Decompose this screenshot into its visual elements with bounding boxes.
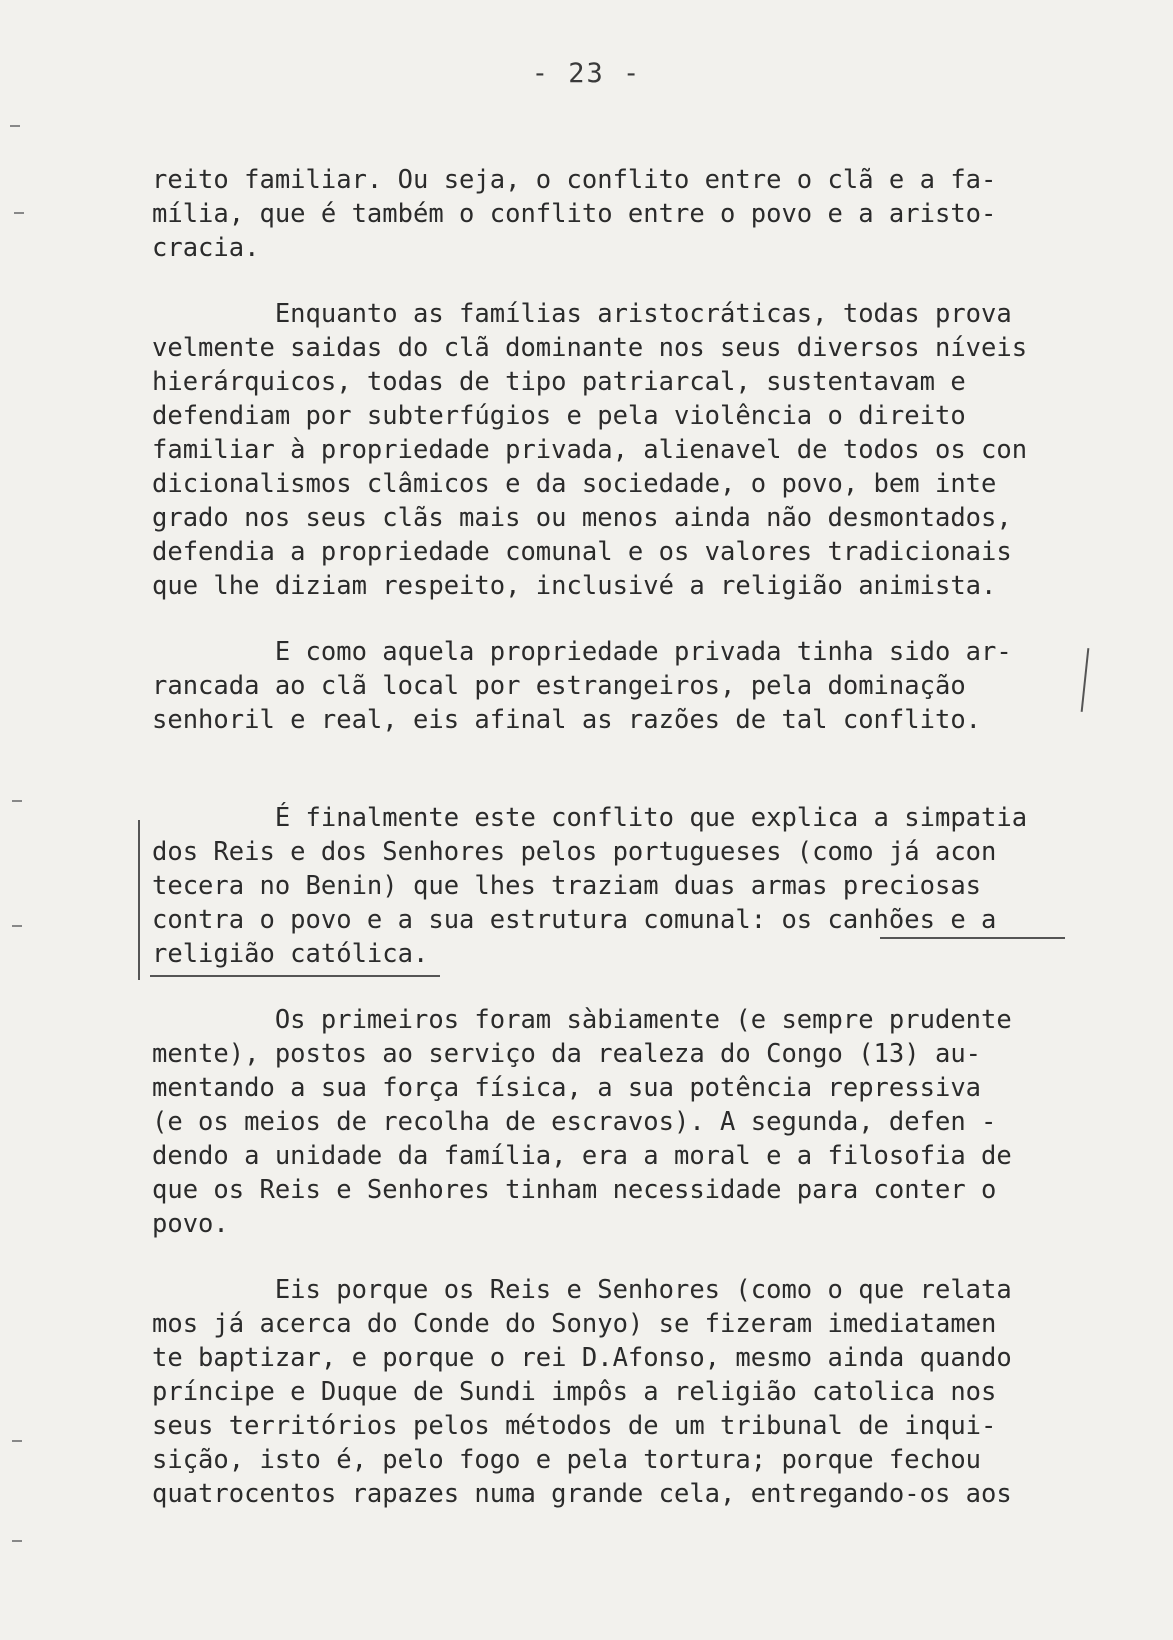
text-line: velmente saidas do clã dominante nos seus diversos níveis	[152, 333, 1028, 363]
paragraph	[152, 1273, 1072, 1511]
margin-bracket	[138, 820, 140, 980]
text-line: que os Reis e Senhores tinham necessidade para conter o	[152, 1175, 997, 1205]
text-line: E como aquela propriedade privada tinha sido ar-	[152, 637, 1012, 667]
paragraph	[152, 297, 1072, 603]
text-line: cracia.	[152, 233, 260, 263]
text-line: É finalmente este conflito que explica a simpatia	[152, 803, 1028, 833]
text-line: grado nos seus clãs mais ou menos ainda não desmontados,	[152, 503, 1012, 533]
text-line: mos já acerca do Conde do Sonyo) se fizeram imediatamen	[152, 1309, 997, 1339]
text-line: povo.	[152, 1209, 229, 1239]
text-line: seus territórios pelos métodos de um tribunal de inqui-	[152, 1411, 997, 1441]
text-line: sição, isto é, pelo fogo e pela tortura; porque fechou	[152, 1445, 982, 1475]
margin-annotation-line	[1081, 648, 1090, 712]
text-line: senhoril e real, eis afinal as razões de tal conflito.	[152, 705, 982, 735]
text-line: familiar à propriedade privada, alienavel de todos os con	[152, 435, 1028, 465]
text-line: que lhe diziam respeito, inclusivé a religião animista.	[152, 571, 997, 601]
text-line: mília, que é também o conflito entre o povo e a aristo-	[152, 199, 997, 229]
text-line: defendiam por subterfúgios e pela violência o direito	[152, 401, 966, 431]
paragraph	[152, 801, 1072, 971]
margin-mark	[14, 212, 24, 214]
text-line: mente), postos ao serviço da realeza do Congo (13) au-	[152, 1039, 982, 1069]
text-line: defendia a propriedade comunal e os valores tradicionais	[152, 537, 1012, 567]
page-number: - 23 -	[531, 58, 642, 89]
margin-mark	[12, 1440, 22, 1442]
text-line: religião católica.	[152, 939, 429, 969]
text-line: Enquanto as famílias aristocráticas, todas prova	[152, 299, 1012, 329]
paragraph	[152, 163, 1072, 265]
text-line: rancada ao clã local por estrangeiros, pela dominação	[152, 671, 966, 701]
text-line: quatrocentos rapazes numa grande cela, entregando-os aos	[152, 1479, 1012, 1509]
text-line: tecera no Benin) que lhes traziam duas armas preciosas	[152, 871, 982, 901]
margin-mark	[12, 925, 22, 927]
margin-mark	[12, 800, 22, 802]
text-line: hierárquicos, todas de tipo patriarcal, sustentavam e	[152, 367, 966, 397]
text-line: Eis porque os Reis e Senhores (como o que relata	[152, 1275, 1012, 1305]
text-line: dendo a unidade da família, era a moral e a filosofia de	[152, 1141, 1012, 1171]
paragraph	[152, 1003, 1072, 1241]
text-line: (e os meios de recolha de escravos). A segunda, defen -	[152, 1107, 997, 1137]
paragraph	[152, 635, 1072, 737]
margin-mark	[10, 125, 20, 127]
text-line: dicionalismos clâmicos e da sociedade, o povo, bem inte	[152, 469, 997, 499]
text-line: te baptizar, e porque o rei D.Afonso, mesmo ainda quando	[152, 1343, 1012, 1373]
text-line: contra o povo e a sua estrutura comunal: os canhões e a	[152, 905, 997, 935]
text-line: dos Reis e dos Senhores pelos portugueses (como já acon	[152, 837, 997, 867]
text-line: príncipe e Duque de Sundi impôs a religião catolica nos	[152, 1377, 997, 1407]
margin-mark	[12, 1540, 22, 1542]
text-line: reito familiar. Ou seja, o conflito entre o clã e a fa-	[152, 165, 997, 195]
text-line: mentando a sua força física, a sua potência repressiva	[152, 1073, 982, 1103]
text-line: Os primeiros foram sàbiamente (e sempre prudente	[152, 1005, 1012, 1035]
document-body	[152, 163, 1072, 1511]
